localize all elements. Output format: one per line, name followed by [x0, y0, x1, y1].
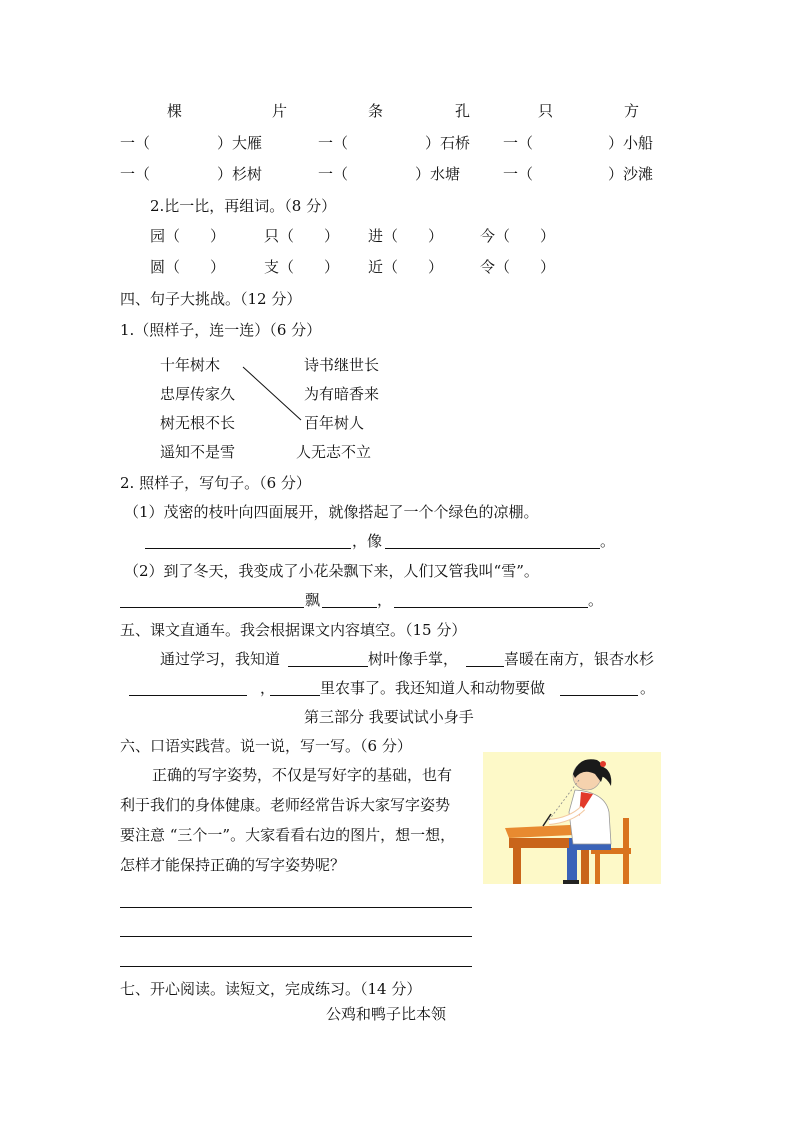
- measure-word: 棵: [167, 102, 183, 120]
- answer-blank[interactable]: [288, 666, 368, 667]
- question-title: 2. 照样子，写句子。（6 分）: [120, 474, 311, 492]
- match-left-item: 树无根不长: [160, 414, 236, 432]
- answer-blank[interactable]: [560, 695, 638, 696]
- fill-blank-prefix: 一（: [318, 134, 349, 152]
- section-heading: 六、口语实践营。说一说，写一写。（6 分）: [120, 737, 412, 755]
- compare-item: 进（ ）: [368, 227, 444, 245]
- match-right-item: 诗书继世长: [304, 356, 380, 374]
- answer-blank[interactable]: [385, 548, 600, 549]
- fill-blank-suffix: ）小船: [608, 134, 654, 152]
- section-heading: 四、句子大挑战。（12 分）: [120, 290, 302, 308]
- fill-blank-prefix: 一（: [120, 134, 151, 152]
- fill-blank-suffix: ）大雁: [217, 134, 263, 152]
- section-heading: 五、课文直通车。我会根据课文内容填空。（15 分）: [120, 621, 467, 639]
- match-left-item: 十年树木: [160, 356, 221, 374]
- answer-blank[interactable]: [394, 607, 588, 608]
- fill-blank-prefix: 一（: [120, 165, 151, 183]
- fill-blank-prefix: 一（: [503, 165, 534, 183]
- answer-end-text: 。: [600, 532, 616, 550]
- match-right-item: 百年树人: [304, 414, 365, 432]
- answer-line[interactable]: [120, 966, 472, 967]
- measure-word: 只: [538, 102, 554, 120]
- compare-item: 今（ ）: [480, 227, 556, 245]
- match-left-item: 忠厚传家久: [160, 385, 236, 403]
- example-sentence: （2）到了冬天，我变成了小花朵飘下来，人们又管我叫“雪”。: [124, 562, 539, 580]
- part-heading: 第三部分 我要试试小身手: [304, 708, 474, 726]
- cloze-text: 通过学习，我知道: [160, 650, 281, 668]
- fill-blank-prefix: 一（: [318, 165, 349, 183]
- paragraph-line: 怎样才能保持正确的写字姿势呢？: [120, 856, 346, 874]
- compare-item: 园（ ）: [150, 227, 226, 245]
- fill-blank-suffix: ）石桥: [425, 134, 471, 152]
- reading-title: 公鸡和鸭子比本领: [326, 1005, 447, 1023]
- compare-item: 只（ ）: [264, 227, 340, 245]
- question-title: 2.比一比，再组词。（8 分）: [150, 197, 337, 215]
- cloze-text: 。: [640, 679, 656, 697]
- measure-word: 条: [368, 102, 384, 120]
- answer-connector-text: ，像: [352, 532, 383, 550]
- measure-word: 方: [624, 102, 640, 120]
- answer-blank[interactable]: [120, 607, 304, 608]
- answer-blank[interactable]: [129, 695, 247, 696]
- cloze-text: 喜暖在南方，银杏水杉: [504, 650, 655, 668]
- answer-blank[interactable]: [145, 548, 351, 549]
- fill-blank-suffix: ）沙滩: [608, 165, 654, 183]
- writing-posture-illustration: [483, 752, 661, 884]
- paragraph-line: 正确的写字姿势，不仅是写好字的基础，也有: [152, 766, 453, 784]
- fill-blank-suffix: ）水塘: [415, 165, 461, 183]
- paragraph-line: 利于我们的身体健康。老师经常告诉大家写字姿势: [120, 796, 451, 814]
- measure-word: 孔: [455, 102, 471, 120]
- cloze-text: 里农事了。我还知道人和动物要做: [320, 679, 546, 697]
- match-right-item: 人无志不立: [296, 443, 372, 461]
- compare-item: 近（ ）: [368, 258, 444, 276]
- example-sentence: （1）茂密的枝叶向四面展开，就像搭起了一个个绿色的凉棚。: [124, 503, 539, 521]
- answer-connector-text: 飘: [305, 591, 321, 609]
- cloze-text: 树叶像手掌，: [368, 650, 459, 668]
- compare-item: 支（ ）: [264, 258, 340, 276]
- fill-blank-suffix: ）杉树: [217, 165, 263, 183]
- answer-line[interactable]: [120, 936, 472, 937]
- section-heading: 七、开心阅读。读短文，完成练习。（14 分）: [120, 980, 422, 998]
- compare-item: 令（ ）: [480, 258, 556, 276]
- measure-word: 片: [272, 102, 288, 120]
- answer-end-text: 。: [588, 591, 604, 609]
- answer-connector-text: ，: [377, 591, 393, 609]
- match-right-item: 为有暗香来: [304, 385, 380, 403]
- match-left-item: 遥知不是雪: [160, 443, 236, 461]
- question-title: 1.（照样子，连一连）（6 分）: [120, 321, 322, 339]
- compare-item: 圆（ ）: [150, 258, 226, 276]
- cloze-text: ，: [260, 679, 276, 697]
- answer-blank[interactable]: [322, 607, 377, 608]
- fill-blank-prefix: 一（: [503, 134, 534, 152]
- answer-blank[interactable]: [466, 666, 504, 667]
- paragraph-line: 要注意 “三个一”。大家看看右边的图片，想一想，: [120, 826, 456, 844]
- answer-blank[interactable]: [270, 695, 320, 696]
- answer-line[interactable]: [120, 907, 472, 908]
